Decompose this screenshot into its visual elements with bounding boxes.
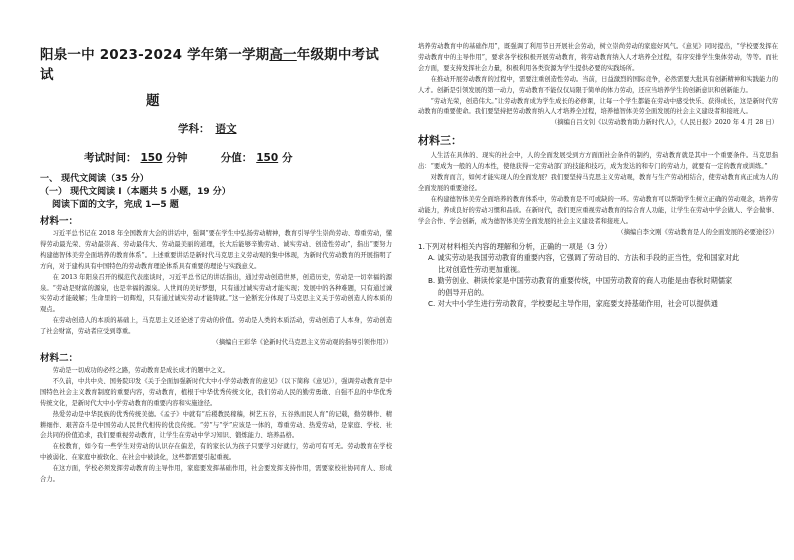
material3-paragraph: 对教育而言，如何才能实现人的全面发展？我们要坚持马克思主义劳动观，教育与生产劳动相结合，使劳动教育真正成为人的全面发展的重要途径。 (418, 174, 778, 192)
time-unit: 分钟 (166, 152, 188, 164)
score-label: 分值： (220, 152, 253, 164)
subject-label: 学科： (178, 123, 210, 135)
exam-title-end: 题 (146, 93, 160, 109)
option-b-continued: 的倡导开启的。 (438, 287, 489, 297)
right-column (418, 0, 778, 560)
score-value: 150 (256, 152, 279, 164)
subject-line (40, 121, 392, 136)
material1-source: （摘编自王彩华《论新时代马克思主义劳动观的指导引领作用》） (212, 339, 392, 347)
material3-source: （摘编自李文刚《劳动教育是人的全面发展的必要途径》） (617, 228, 778, 236)
material2-continued: 培养劳动教育中的基础作用”，既强调了利用节日开展社会劳动，树立崇尚劳动的家庭好风气。《意见》同时提出，“学校要发挥在劳动教育中的主导作用”，要求各学校积极开展劳动教育，将劳动教育纳入人才培养全过程，有序安排学生集体劳动，等等。而社会方面，要支持发挥社会力量，积极利用各类资源为学生提供必要的实践场所。 (418, 43, 778, 72)
part1-heading: 一、 现代文阅读（35 分） (40, 174, 149, 184)
material2-paragraph: “劳动光荣，创造伟大。”让劳动教育成为学生成长的必修课，让每一个学生都能在劳动中感受快乐、获得成长，这是新时代劳动教育的重要使命。我们要坚持把劳动教育纳入人才培养全过程，培养德智体美劳全面发展的社会主义建设者和接班人。 (418, 97, 778, 116)
subject-value: 语文 (215, 123, 237, 135)
material1-paragraph: 在 2013 年阳泉召开的模范代表座谈时，习近平总书记的讲话指出，通过劳动创造世界，创造历史，劳动是一切幸福的源泉。“劳动是财富的源泉，也是幸福的源泉。人世间的美好梦想，只有通过诚实劳动才能实现；发展中的各种难题，只有通过诚实劳动才能破解；生命里的一切辉煌，只有通过诚实劳动才能铸就。”这一论断充分体现了马克思主义关于劳动创造人的本质的观点。 (40, 273, 392, 314)
material1-title: 材料一： (40, 216, 79, 227)
option-c: C. 对大中小学生进行劳动教育，学校要起主导作用，家庭要支持基础作用，社会可以提供通 (428, 299, 718, 308)
title-suffix: 年级期中考试试 (40, 47, 379, 83)
material1-paragraph: 在劳动创造人的本质的基础上，马克思主义还论述了劳动的价值。劳动是人类的本质活动，劳动创造了人本身，劳动创造了社会财富，劳动者应受到尊重。 (40, 317, 392, 336)
option-a: A. 诚实劳动是我国劳动教育的重要内容，它强调了劳动目的、方法和手段的正当性，党和国家对此 (428, 253, 740, 262)
grade-field: 高一 (269, 47, 297, 63)
option-a-continued: 比对创造性劳动更加重视。 (438, 264, 525, 274)
material1-paragraph: 习近平总书记在 2018 年全国教育大会的讲话中，强调“要在学生中弘扬劳动精神，教育引导学生崇尚劳动、尊重劳动，懂得劳动最光荣、劳动最崇高、劳动最伟大、劳动最美丽的道理，长大后能够辛勤劳动、诚实劳动、创造性劳动”，指出“要努力构建德智体美劳全面培养的教育体系”。上述重要讲话是新时代马克思主义劳动观的集中体现，为新时代劳动教育的开展指明了方向，对于建构具有中国特色的劳动教育理论体系具有重要的理论与实践意义。 (40, 230, 392, 270)
exam-title (40, 45, 392, 85)
material2-paragraph: 在校教育，如今有一些学生对劳动的认识存在偏差，有的家长认为孩子只要学习好就行，劳动可有可无。劳动教育在学校中被弱化、在家庭中被软化、在社会中被淡化，这些都需要引起重视。 (40, 443, 392, 462)
material2-paragraph: 热爱劳动是中华民族的优秀传统美德。《孟子》中就有“后稷教民稼穑，树艺五谷，五谷熟而民人育”的记载，勤劳耕作、精耕细作、艰苦奋斗是中国劳动人民世代相传的优良传统。“劳”与“学”应该是一体的，尊重劳动、热爱劳动，是家庭、学校、社会共同的价值追求，我们要重视劳动教育，让学生在劳动中学习知识、锻炼能力、培养品格。 (40, 410, 392, 440)
material2-paragraph: 劳动是一切成功的必经之路，劳动教育是成长成才的题中之义。 (52, 366, 229, 374)
material3-paragraph: 在构建德智体美劳全面培养的教育体系中，劳动教育是不可或缺的一环。劳动教育可以帮助学生树立正确的劳动观念，培养劳动能力，养成良好的劳动习惯和品质。在新时代，我们更应重视劳动教育的综合育人功能，让学生在劳动中学会做人、学会做事、学会合作、学会创新，成为德智体美劳全面发展的社会主义建设者和接班人。 (418, 195, 778, 225)
material3-title: 材料三： (418, 134, 462, 148)
material2-paragraph: 不久前，中共中央、国务院印发《关于全面加强新时代大中小学劳动教育的意见》（以下简称《意见》），强调劳动教育是中国特色社会主义教育制度的重要内容，劳动教育，植根于中华优秀传统文化，我们劳动人民的勤劳勇敢、自强不息的中华优秀传统文化，是新时代大中小学劳动教育的重要内容和实施途径。 (40, 377, 392, 407)
time-label: 考试时间： (84, 152, 137, 164)
left-column (40, 0, 392, 560)
material2-paragraph: 在这方面，学校必须发挥劳动教育的主导作用，家庭要发挥基础作用，社会要发挥支持作用，需要家校社协同育人、形成合力。 (40, 465, 392, 484)
material2-paragraph: 在推动开展劳动教育的过程中，需要注重创造性劳动。当前，日益激烈的国际竞争，必然需要大批具有创新精神和实践能力的人才。创新是引领发展的第一动力，劳动教育不能仅仅局限于简单的体力劳动，还应当培养学生的创新意识和创新能力。 (418, 75, 778, 94)
material2-source: （摘编自吕文钊《以劳动教育助力新时代人》，《人民日报》2020 年 4 月 28 日） (551, 119, 778, 127)
question-1: 1.下列对材料相关内容的理解和分析，正确的一项是（3 分） (418, 241, 612, 251)
instruction: 阅读下面的文字，完成 1—5 题 (52, 200, 179, 210)
material2-title: 材料二： (40, 352, 79, 364)
material3-paragraph: 人生活在具体的、现实的社会中，人的全面发展受到方方面面社会条件的制约，劳动教育就是其中一个重要条件。马克思指出：“要成为一般的人的本性，使他获得一定劳动部门的技能和技巧，成为发达的和专门的劳动力，就要有一定的教育或训练。” (418, 152, 778, 171)
part1a-heading: （一） 现代文阅读 I（本题共 5 小题，19 分） (40, 187, 231, 197)
exam-meta (40, 150, 392, 165)
option-b: B. 勤劳创业、耕读传家是中国劳动教育的重要传统，中国劳动教育的商人功能是由春秋时期儒家 (428, 276, 733, 285)
score-unit: 分 (282, 152, 293, 164)
time-value: 150 (140, 152, 163, 164)
title-prefix: 阳泉一中 2023-2024 学年第一学期 (40, 47, 270, 63)
